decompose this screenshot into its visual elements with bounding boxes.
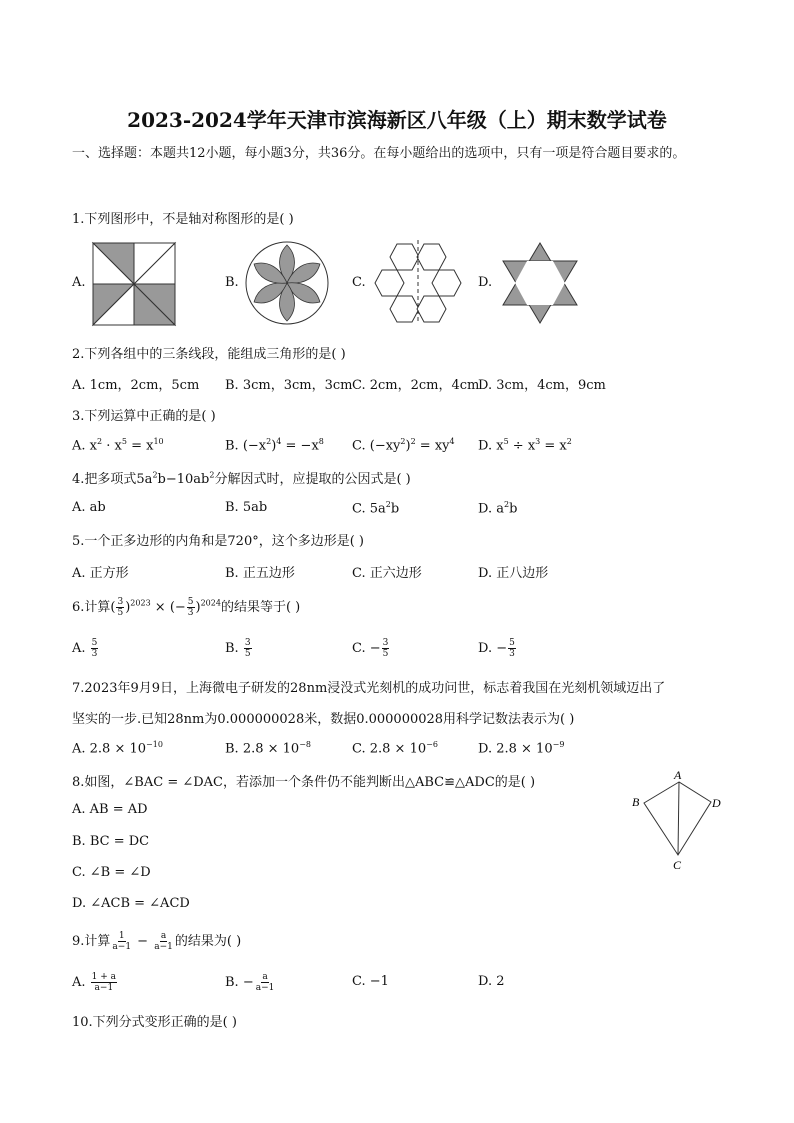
q4-option-a: A. ab: [72, 500, 106, 515]
q9-option-b: B. − $\frac{a}{a-1}$: [225, 972, 275, 993]
question-2-stem: 2.下列各组中的三条线段，能组成三角形的是( ): [72, 347, 346, 362]
question-6-stem: 6.计算( $\frac{3}{5}$ )$^{2023}$ × (− $\frac{5}{3}$ )$^{2024}$的结果等于( ): [72, 597, 301, 618]
q7-option-d: D. $2.8 \times 10^{-9}$: [478, 740, 565, 757]
pinwheel-figure: [92, 242, 176, 326]
q2-option-c: C. 2cm，2cm，4cm: [352, 378, 480, 393]
question-10-stem: 10.下列分式变形正确的是( ): [72, 1015, 237, 1030]
hexagon-cluster-figure: [372, 240, 464, 324]
q4-option-d: D. $a^2b$: [478, 500, 518, 517]
q8-option-b: B. BC = DC: [72, 834, 150, 849]
q3-option-b: B. $(-x^2)^4 = -x^8$: [225, 437, 324, 454]
q3-option-a: A. $x^2 \cdot x^5 = x^{10}$: [72, 437, 164, 454]
q6-option-a: A. $\frac{5}{3}$: [72, 638, 98, 659]
vertex-label-b: B: [632, 795, 640, 809]
vertex-label-d: D: [712, 796, 721, 810]
quadrilateral-abcd-figure: [628, 768, 728, 874]
question-8-stem: 8.如图，∠BAC = ∠DAC，若添加一个条件仍不能判断出△ABC≌△ADC的是( ): [72, 775, 536, 790]
vertex-label-a: A: [674, 768, 682, 782]
page-title: 2023-2024学年天津市滨海新区八年级（上）期末数学试卷: [127, 108, 667, 132]
q8-option-c: C. ∠B = ∠D: [72, 865, 151, 880]
q2-option-a: A. 1cm，2cm，5cm: [72, 378, 200, 393]
q1-option-b-label: B.: [225, 275, 239, 290]
question-4-stem: 4.把多项式$5a^2b-10ab^2$分解因式时，应提取的公因式是( ): [72, 470, 411, 487]
q1-option-c-label: C.: [352, 275, 366, 290]
flower-circle-figure: [244, 240, 330, 326]
q9-option-d: D. 2: [478, 974, 505, 989]
q5-option-c: C. 正六边形: [352, 566, 422, 581]
q7-option-b: B. $2.8 \times 10^{-8}$: [225, 740, 311, 757]
q5-option-d: D. 正八边形: [478, 566, 549, 581]
q5-option-b: B. 正五边形: [225, 566, 295, 581]
q1-option-a-label: A.: [72, 275, 86, 290]
q5-option-a: A. 正方形: [72, 566, 129, 581]
q6-option-d: D. − $\frac{5}{3}$: [478, 638, 515, 659]
q8-option-a: A. AB = AD: [72, 802, 148, 817]
q4-option-b: B. 5ab: [225, 500, 268, 515]
q6-option-c: C. − $\frac{3}{5}$: [352, 638, 389, 659]
q7-option-c: C. $2.8 \times 10^{-6}$: [352, 740, 438, 757]
q2-option-d: D. 3cm，4cm，9cm: [478, 378, 606, 393]
vertex-label-c: C: [673, 858, 682, 872]
question-3-stem: 3.下列运算中正确的是( ): [72, 409, 216, 424]
star-of-david-figure: [497, 240, 583, 326]
q1-option-d-label: D.: [478, 275, 493, 290]
question-7-line-1: 7.2023年9月9日，上海微电子研发的28nm浸没式光刻机的成功问世，标志着我国在光刻机领域迈出了: [72, 681, 666, 696]
question-1-stem: 1.下列图形中，不是轴对称图形的是( ): [72, 212, 294, 227]
question-5-stem: 5.一个正多边形的内角和是720°，这个多边形是( ): [72, 534, 364, 549]
q7-option-a: A. $2.8 \times 10^{-10}$: [72, 740, 163, 757]
q3-option-c: C. $(-xy^2)^2 = xy^4$: [352, 437, 455, 454]
q9-option-c: C. −1: [352, 974, 389, 989]
q4-option-c: C. $5a^2b$: [352, 500, 400, 517]
question-9-stem: 9.计算 $\frac{1}{a-1}$ − $\frac{a}{a-1}$ 的结果为( ): [72, 931, 242, 952]
section-intro: 一、选择题：本题共12小题，每小题3分，共36分。在每小题给出的选项中，只有一项是符合题目要求的。: [72, 146, 686, 161]
q2-option-b: B. 3cm，3cm，3cm: [225, 378, 353, 393]
q9-option-a: A. $\frac{1 + a}{a-1}$: [72, 972, 117, 993]
q6-option-b: B. $\frac{3}{5}$: [225, 638, 251, 659]
q8-option-d: D. ∠ACB = ∠ACD: [72, 896, 190, 911]
q3-option-d: D. $x^5 \div x^3 = x^2$: [478, 437, 572, 454]
question-7-line-2: 坚实的一步.已知28nm为0.000000028米，数据0.000000028用科学记数法表示为( ): [72, 712, 575, 727]
